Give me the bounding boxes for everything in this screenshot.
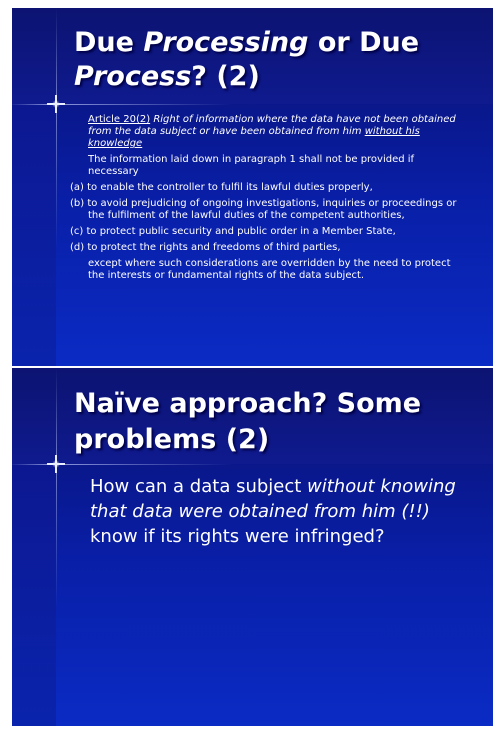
sparkle-icon xyxy=(47,455,65,473)
intro-text: The information laid down in paragraph 1 shall not be provided if necessary xyxy=(88,154,415,177)
decorative-line xyxy=(12,464,232,465)
list-item: (d) to protect the rights and freedoms of third parties, xyxy=(70,242,341,253)
slide-body xyxy=(70,114,462,286)
decorative-line xyxy=(56,8,57,248)
list-item: (b) to avoid prejudicing of ongoing investigations, inquiries or proceedings or the fulfilment of the lawful duties of the competent authorities, xyxy=(70,198,457,221)
article-heading: Article 20(2) Right of information where the data have not been obtained from the data subject or have been obtained from him without his knowledge xyxy=(88,114,456,149)
closing-text: except where such considerations are overridden by the need to protect the interests or fundamental rights of the data subject. xyxy=(88,258,451,281)
slide-1 xyxy=(12,8,493,366)
list-item: (c) to protect public security and public order in a Member State, xyxy=(70,226,396,237)
slide-body: How can a data subject without knowing that data were obtained from him (!!) know if its rights were infringed? xyxy=(90,476,456,547)
sparkle-icon xyxy=(47,95,65,113)
side-panel xyxy=(12,104,56,366)
decorative-line xyxy=(12,104,232,105)
slide-title: Due Processing or Due Process? (2) xyxy=(74,27,420,92)
slide-title: Naïve approach? Some problems (2) xyxy=(74,388,422,455)
decorative-line xyxy=(56,368,57,608)
side-panel xyxy=(12,464,56,726)
slide-2 xyxy=(12,368,493,726)
list-item: (a) to enable the controller to fulfil its lawful duties properly, xyxy=(70,182,373,193)
